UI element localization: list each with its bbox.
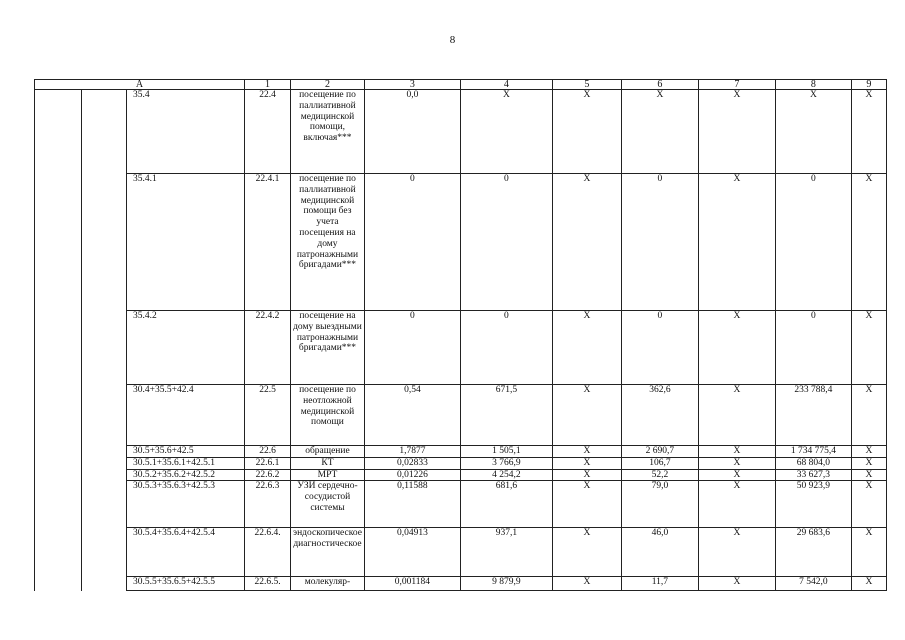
blank-cell [82,446,127,458]
cell-name: молекуляр- [291,577,365,591]
cell-num: 22.6 [245,446,291,458]
cell-c7: X [698,469,775,481]
blank-cell [35,577,82,591]
cell-code: 30.5+35.6+42.5 [127,446,245,458]
cell-c3: 1,7877 [364,446,460,458]
cell-num: 22.4.2 [245,311,291,385]
cell-c6: 0 [621,311,698,385]
blank-cell [35,174,82,311]
cell-c5: X [552,174,621,311]
blank-cell [82,481,127,528]
cell-c7: X [698,481,775,528]
data-table [34,79,887,591]
cell-c5: X [552,385,621,446]
blank-cell [82,577,127,591]
header-cell: А [35,80,245,90]
blank-cell [82,385,127,446]
cell-c3: 0,0 [364,90,460,174]
cell-c8: 7 542,0 [775,577,851,591]
table-row [35,457,887,469]
table-row [35,174,887,311]
cell-c6: 2 690,7 [621,446,698,458]
cell-num: 22.6.2 [245,469,291,481]
cell-code: 30.5.2+35.6.2+42.5.2 [127,469,245,481]
cell-num: 22.6.1 [245,457,291,469]
cell-code: 35.4 [127,90,245,174]
cell-num: 22.6.3 [245,481,291,528]
blank-cell [35,90,82,174]
cell-c4: 0 [460,311,552,385]
cell-c3: 0,001184 [364,577,460,591]
cell-name: МРТ [291,469,365,481]
table-row [35,446,887,458]
cell-c3: 0,11588 [364,481,460,528]
cell-code: 30.5.1+35.6.1+42.5.1 [127,457,245,469]
cell-c5: X [552,311,621,385]
cell-c8: 0 [775,311,851,385]
cell-c9: X [851,577,886,591]
header-cell: 9 [851,80,886,90]
cell-num: 22.5 [245,385,291,446]
cell-c4: 4 254,2 [460,469,552,481]
cell-c9: X [851,528,886,577]
cell-c7: X [698,174,775,311]
cell-c5: X [552,577,621,591]
cell-name: посещение по паллиативной медицинской помощи, включая*** [291,90,365,174]
cell-name: посещение по неотложной медицинской помощи [291,385,365,446]
cell-c7: X [698,528,775,577]
cell-c8: X [775,90,851,174]
page-number: 8 [449,34,456,46]
blank-cell [82,90,127,174]
cell-c5: X [552,481,621,528]
table-row [35,90,887,174]
cell-code: 30.5.5+35.6.5+42.5.5 [127,577,245,591]
header-cell: 8 [775,80,851,90]
cell-c3: 0,04913 [364,528,460,577]
cell-c9: X [851,174,886,311]
cell-c7: X [698,90,775,174]
cell-c6: 46,0 [621,528,698,577]
blank-cell [82,528,127,577]
cell-c8: 29 683,6 [775,528,851,577]
cell-c4: 937,1 [460,528,552,577]
cell-c3: 0 [364,174,460,311]
cell-c6: 362,6 [621,385,698,446]
cell-code: 30.4+35.5+42.4 [127,385,245,446]
cell-num: 22.6.4. [245,528,291,577]
cell-c5: X [552,90,621,174]
cell-c8: 0 [775,174,851,311]
cell-c6: 0 [621,174,698,311]
header-cell: 4 [460,80,552,90]
cell-name: обращение [291,446,365,458]
cell-c4: X [460,90,552,174]
cell-c5: X [552,457,621,469]
blank-cell [82,457,127,469]
cell-name: КТ [291,457,365,469]
cell-name: УЗИ сердечно-сосудистой системы [291,481,365,528]
cell-code: 30.5.3+35.6.3+42.5.3 [127,481,245,528]
cell-c8: 50 923,9 [775,481,851,528]
cell-c6: X [621,90,698,174]
cell-name: посещение по паллиативной медицинской помощи без учета посещения на дому патронажными бригадами*** [291,174,365,311]
cell-c7: X [698,577,775,591]
cell-c4: 3 766,9 [460,457,552,469]
blank-cell [35,528,82,577]
cell-c8: 33 627,3 [775,469,851,481]
cell-c8: 68 804,0 [775,457,851,469]
cell-c3: 0,02833 [364,457,460,469]
blank-cell [35,311,82,385]
table-row [35,469,887,481]
blank-cell [35,457,82,469]
header-cell: 7 [698,80,775,90]
blank-cell [82,311,127,385]
cell-c9: X [851,481,886,528]
cell-code: 30.5.4+35.6.4+42.5.4 [127,528,245,577]
cell-c4: 681,6 [460,481,552,528]
header-row [35,80,887,90]
cell-c5: X [552,528,621,577]
table-row [35,385,887,446]
cell-c7: X [698,385,775,446]
blank-cell [35,481,82,528]
blank-cell [35,446,82,458]
cell-c9: X [851,457,886,469]
header-cell: 6 [621,80,698,90]
cell-c9: X [851,90,886,174]
cell-c7: X [698,446,775,458]
cell-c3: 0,54 [364,385,460,446]
cell-c5: X [552,446,621,458]
cell-c6: 106,7 [621,457,698,469]
cell-num: 22.4.1 [245,174,291,311]
cell-c4: 0 [460,174,552,311]
cell-code: 35.4.2 [127,311,245,385]
cell-c4: 671,5 [460,385,552,446]
cell-code: 35.4.1 [127,174,245,311]
blank-cell [82,174,127,311]
cell-c4: 9 879,9 [460,577,552,591]
cell-c9: X [851,311,886,385]
cell-c5: X [552,469,621,481]
header-cell: 2 [291,80,365,90]
header-cell: 3 [364,80,460,90]
cell-c8: 233 788,4 [775,385,851,446]
header-cell: 1 [245,80,291,90]
cell-c8: 1 734 775,4 [775,446,851,458]
cell-c4: 1 505,1 [460,446,552,458]
table-row [35,481,887,528]
cell-c6: 11,7 [621,577,698,591]
blank-cell [82,469,127,481]
cell-num: 22.4 [245,90,291,174]
cell-c7: X [698,311,775,385]
cell-c7: X [698,457,775,469]
cell-c6: 52,2 [621,469,698,481]
cell-c9: X [851,469,886,481]
blank-cell [35,385,82,446]
table-row [35,528,887,577]
cell-c9: X [851,385,886,446]
cell-name: посещение на дому выездными патронажными бригадами*** [291,311,365,385]
cell-c9: X [851,446,886,458]
blank-cell [35,469,82,481]
table-row [35,311,887,385]
cell-c6: 79,0 [621,481,698,528]
cell-num: 22.6.5. [245,577,291,591]
cell-c3: 0,01226 [364,469,460,481]
cell-name: эндоскопическое диагностическое [291,528,365,577]
cell-c3: 0 [364,311,460,385]
header-cell: 5 [552,80,621,90]
table-row [35,577,887,591]
